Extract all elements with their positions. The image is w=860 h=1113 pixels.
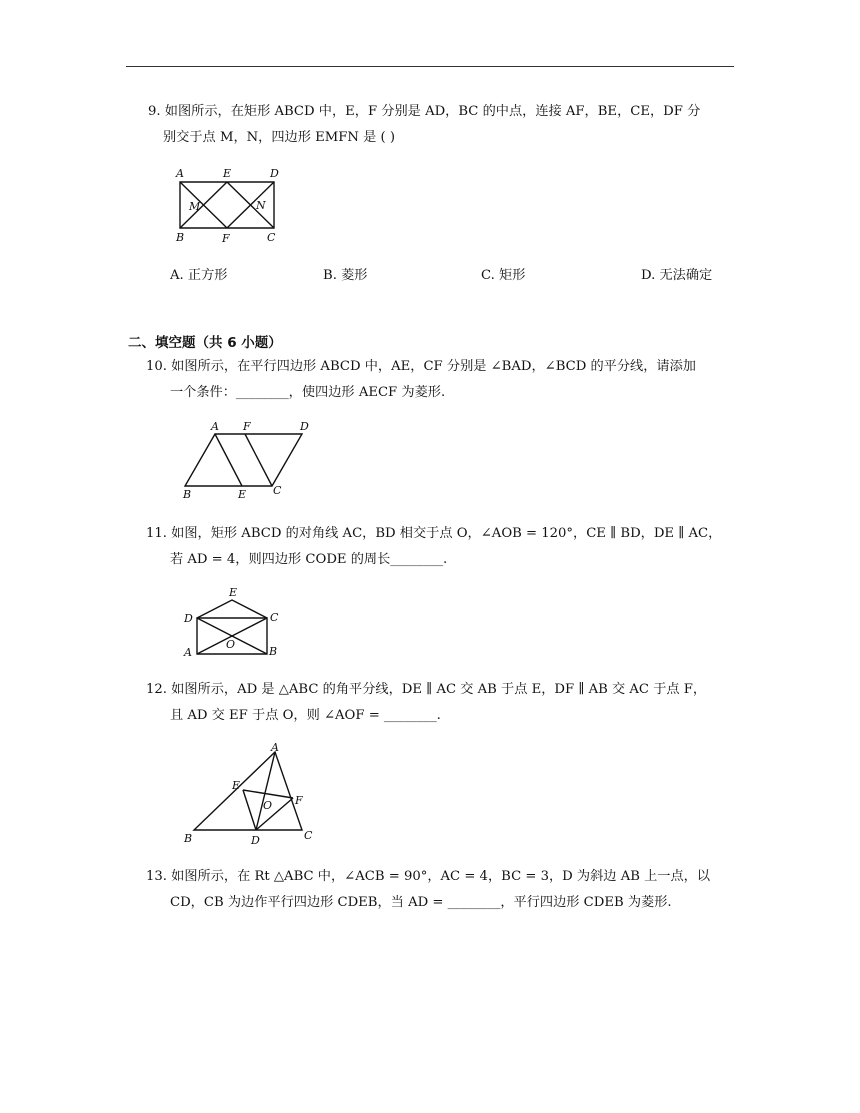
q10-line1: 10. 如图所示，在平行四边形 ABCD 中，AE，CF 分别是 ∠BAD，∠BCD 的平分线，请添加 bbox=[146, 359, 696, 374]
q11-figure bbox=[180, 584, 290, 660]
q9-label-m: M bbox=[189, 200, 201, 213]
q10-label-c: C bbox=[273, 484, 282, 497]
q9-option-d[interactable]: D. 无法确定 bbox=[641, 268, 713, 283]
q9-label-e: E bbox=[223, 167, 232, 180]
q11-line2: 若 AD = 4，则四边形 CODE 的周长________. bbox=[170, 552, 448, 567]
q9-option-b[interactable]: B. 菱形 bbox=[323, 268, 368, 283]
q9-label-a: A bbox=[176, 167, 184, 180]
q12-line2: 且 AD 交 EF 于点 O，则 ∠AOF = ________. bbox=[170, 708, 441, 723]
q12-figure bbox=[180, 740, 320, 850]
q12-label-c: C bbox=[304, 829, 313, 842]
q12-label-f: F bbox=[295, 794, 303, 807]
q12-label-a: A bbox=[271, 741, 279, 754]
q9-option-c[interactable]: C. 矩形 bbox=[481, 268, 526, 283]
q11-label-a: A bbox=[184, 646, 192, 659]
q9-option-a[interactable]: A. 正方形 bbox=[170, 268, 228, 283]
q9-label-f: F bbox=[222, 232, 230, 245]
q10-line2: 一个条件：________，使四边形 AECF 为菱形. bbox=[170, 385, 446, 400]
q10-label-d: D bbox=[300, 420, 309, 433]
q11-label-o: O bbox=[226, 638, 236, 651]
q11-label-e: E bbox=[229, 586, 238, 599]
q12-label-d: D bbox=[251, 834, 260, 847]
q13-line1: 13. 如图所示，在 Rt △ABC 中，∠ACB = 90°，AC = 4，BC = 3，D 为斜边 AB 上一点，以 bbox=[146, 869, 711, 884]
q11-label-c: C bbox=[270, 611, 279, 624]
q10-label-f: F bbox=[243, 420, 251, 433]
q9-label-d: D bbox=[270, 167, 279, 180]
q10-label-b: B bbox=[183, 488, 192, 501]
q11-label-d: D bbox=[184, 612, 193, 625]
q10-label-e: E bbox=[238, 488, 247, 501]
q9-label-b: B bbox=[176, 231, 185, 244]
q9-line1: 9. 如图所示，在矩形 ABCD 中，E，F 分别是 AD，BC 的中点，连接 AF，BE，CE，DF 分 bbox=[148, 104, 701, 119]
q10-label-a: A bbox=[211, 420, 219, 433]
q9-figure bbox=[170, 166, 290, 246]
q12-line1: 12. 如图所示，AD 是 △ABC 的角平分线，DE ∥ AC 交 AB 于点 E，DF ∥ AB 交 AC 于点 F， bbox=[146, 682, 707, 697]
q9-label-c: C bbox=[267, 231, 276, 244]
q13-line2: CD，CB 为边作平行四边形 CDEB，当 AD = ________，平行四边形 CDEB 为菱形. bbox=[170, 895, 672, 910]
q11-label-b: B bbox=[269, 645, 278, 658]
q12-label-e: E bbox=[232, 779, 241, 792]
q9-line2: 别交于点 M，N，四边形 EMFN 是 ( ) bbox=[163, 130, 395, 145]
header-rule bbox=[126, 66, 734, 67]
section-title: 二、填空题（共 6 小题） bbox=[128, 335, 282, 351]
q12-label-o: O bbox=[263, 799, 273, 812]
q9-label-n: N bbox=[256, 199, 266, 212]
q10-figure bbox=[180, 418, 320, 502]
q11-line1: 11. 如图，矩形 ABCD 的对角线 AC，BD 相交于点 O，∠AOB = 120°，CE ∥ BD，DE ∥ AC， bbox=[146, 526, 722, 541]
q12-label-b: B bbox=[184, 832, 193, 845]
